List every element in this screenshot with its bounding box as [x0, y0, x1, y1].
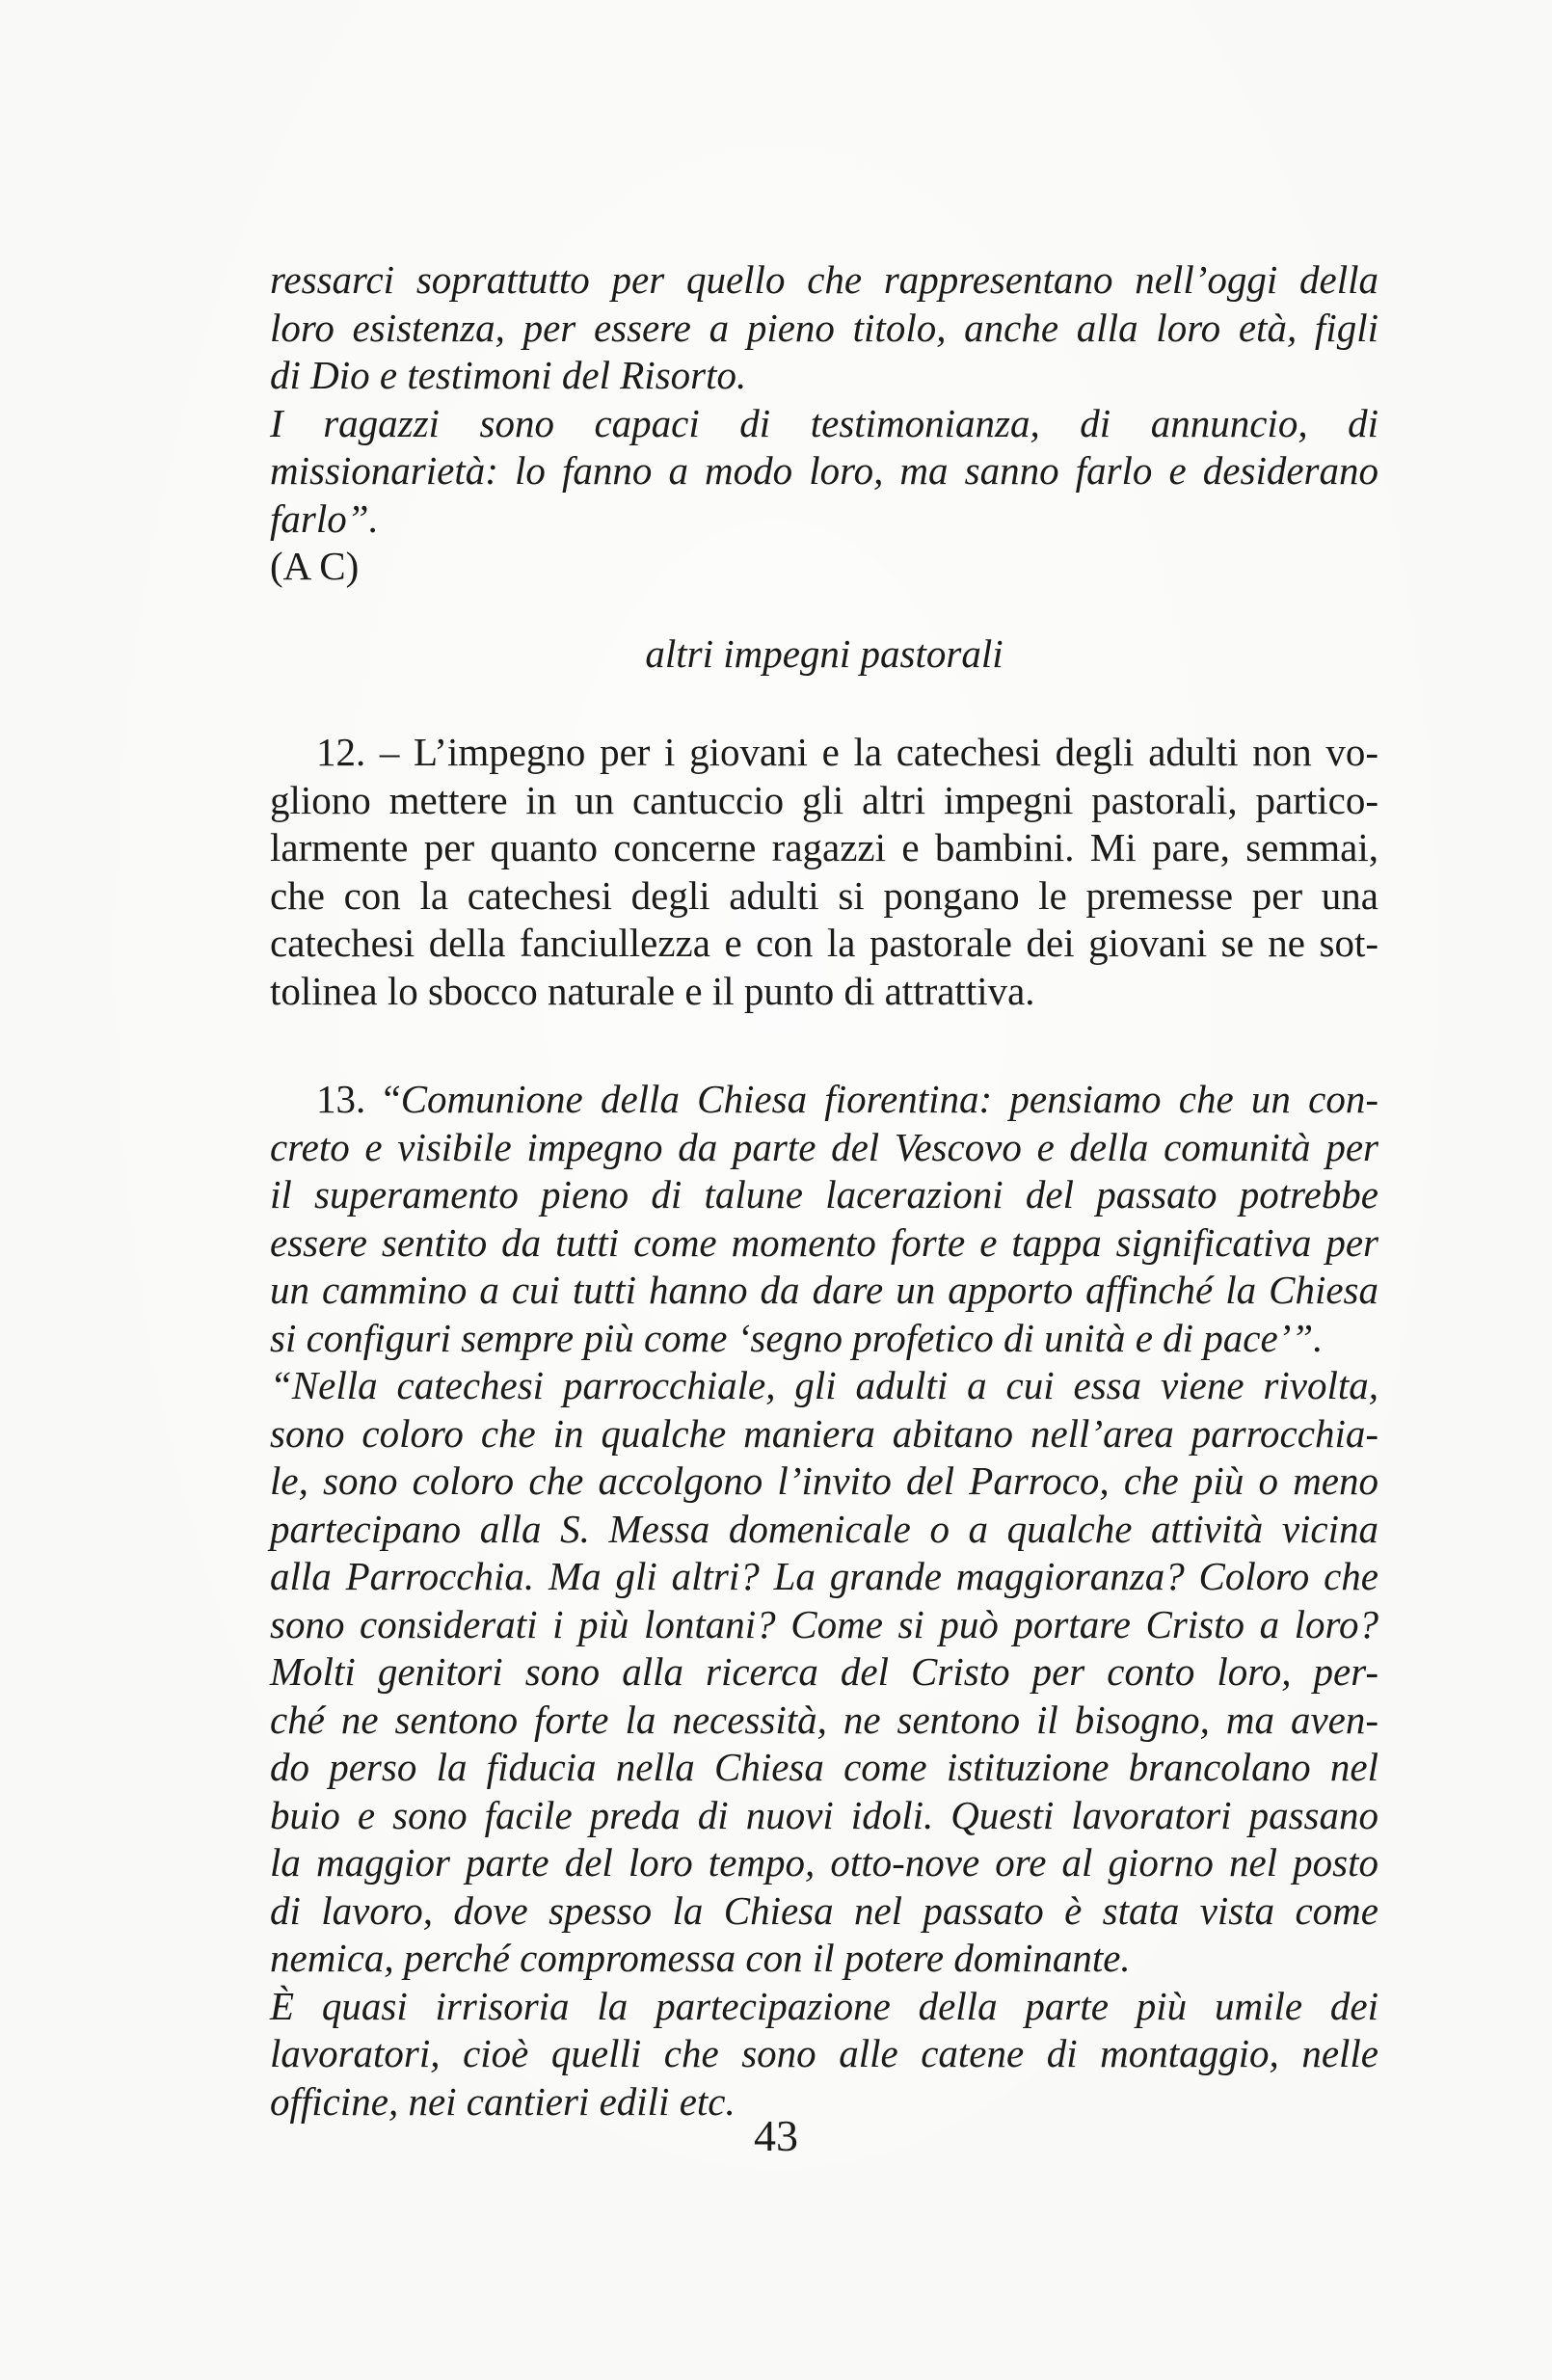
text-line: le, sono coloro che accolgono l’invito del Parroco, che più o meno	[270, 1458, 1378, 1503]
text-line: 12. – L’impegno per i giovani e la catechesi degli adulti non vo-	[316, 730, 1378, 774]
paragraph-number: 13. “	[316, 1077, 401, 1121]
text-line: un cammino a cui tutti hanno da dare un apporto affinché la Chiesa	[270, 1268, 1378, 1312]
text-line: do perso la fiducia nella Chiesa come istituzione brancolano nel	[270, 1745, 1378, 1789]
signature	[270, 543, 1378, 591]
text-line: officine, nei cantieri edili etc.	[270, 2078, 736, 2124]
text-line: nemica, perché compromessa con il potere dominante.	[270, 1936, 1131, 1980]
text-line	[270, 1076, 1378, 1124]
text-line: ressarci soprattutto per quello che rappresentano nell’oggi della	[270, 257, 1378, 302]
text-line: partecipano alla S. Messa domenicale o a qualche attività vicina	[270, 1506, 1378, 1551]
quote-text: Comunione della Chiesa fiorentina: pensiamo che un con-	[400, 1077, 1378, 1121]
text-line: il superamento pieno di talune lacerazioni del passato potrebbe	[270, 1172, 1378, 1217]
paragraph-12	[270, 729, 1378, 1015]
text-line: si configuri sempre più come ‘segno profetico di unità e di pace’”.	[270, 1315, 1324, 1360]
text-line: ché ne sentono forte la necessità, ne sentono il bisogno, ma aven-	[270, 1697, 1378, 1742]
text-line: È quasi irrisoria la partecipazione della parte più umile dei	[270, 1983, 1378, 2028]
text-line: creto e visibile impegno da parte del Vescovo e della comunità per	[270, 1124, 1378, 1169]
text-line: di lavoro, dove spesso la Chiesa nel passato è stata vista come	[270, 1887, 1378, 1933]
text-line: loro esistenza, per essere a pieno titolo, anche alla loro età, figli	[270, 305, 1378, 350]
text-line: tolinea lo sbocco naturale e il punto di attrattiva.	[270, 968, 1035, 1013]
paragraph-13	[270, 1076, 1378, 1362]
text-line: Molti genitori sono alla ricerca del Cristo per conto loro, per-	[270, 1649, 1378, 1694]
text-line: larmente per quanto concerne ragazzi e bambini. Mi pare, semmai,	[270, 825, 1378, 869]
text-line: essere sentito da tutti come momento forte e tappa significativa per	[270, 1219, 1378, 1265]
text-line: alla Parrocchia. Ma gli altri? La grande maggioranza? Coloro che	[270, 1554, 1378, 1598]
opening-paragraph	[270, 256, 1378, 543]
text-line: catechesi della fanciullezza e con la pastorale dei giovani se ne sot-	[270, 921, 1378, 965]
text-line: sono considerati i più lontani? Come si può portare Cristo a loro?	[270, 1601, 1378, 1646]
signature-text: (A C)	[270, 544, 360, 588]
text-line: farlo”.	[270, 495, 379, 541]
text-line: buio e sono facile preda di nuovi idoli. Questi lavoratori passano	[270, 1792, 1378, 1837]
text-line: di Dio e testimoni del Risorto.	[270, 353, 747, 397]
text-line: missionarietà: lo fanno a modo loro, ma sanno farlo e desiderano	[270, 448, 1378, 493]
text-line: sono coloro che in qualche maniera abitano nell’area parrocchia-	[270, 1410, 1378, 1456]
catechesi-quotation	[270, 1362, 1378, 2126]
text-line: che con la catechesi degli adulti si pongano le premesse per una	[270, 872, 1378, 918]
text-line: I ragazzi sono capaci di testimonianza, di annuncio, di	[270, 400, 1378, 445]
page-number: 43	[754, 2111, 798, 2160]
text-line: la maggior parte del loro tempo, otto-nove ore al giorno nel posto	[270, 1840, 1378, 1885]
text-line: “Nella catechesi parrocchiale, gli adulti a cui essa viene rivolta,	[270, 1363, 1378, 1407]
text-line: lavoratori, cioè quelli che sono alle catene di montaggio, nelle	[270, 2031, 1378, 2075]
section-heading: altri impegni pastorali	[645, 631, 1003, 676]
text-line: gliono mettere in un cantuccio gli altri impegni pastorali, partico-	[270, 777, 1378, 822]
